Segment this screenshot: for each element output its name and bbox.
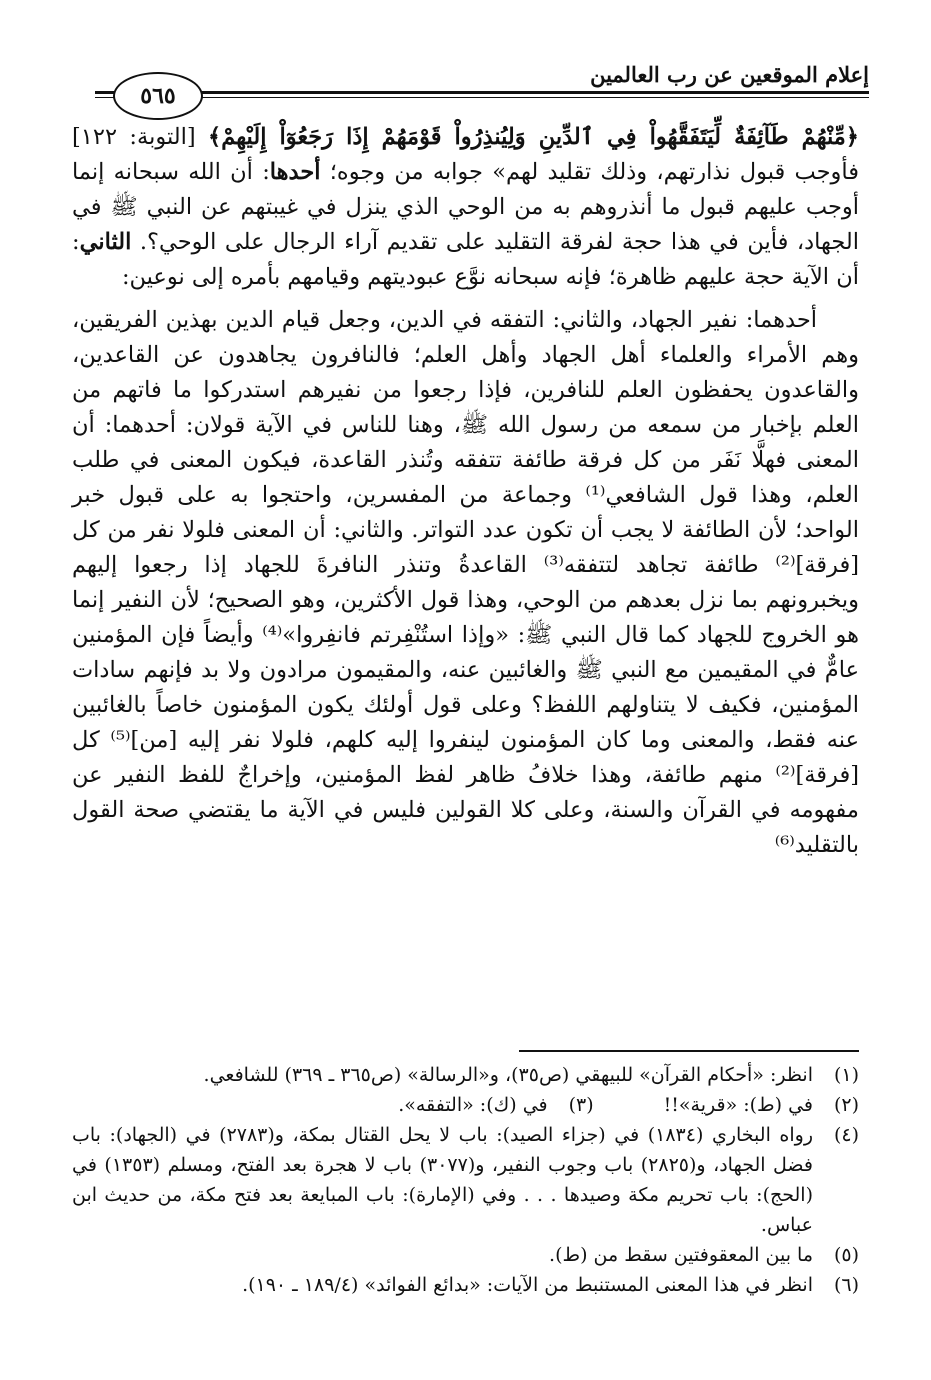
header-rule	[95, 91, 869, 94]
footnote-text: في (ك): «التفقه».	[398, 1094, 548, 1116]
footnote-text: رواه البخاري (١٨٣٤) في (جزاء الصيد): باب لا يحل القتال بمكة، و(٢٧٨٣) في (الجهاد): باب فضل الجهاد، و(٢٨٢٥) باب وجوب النفير، و(٣٠٧٧) باب لا هجرة بعد الفتح، ومسلم (١٣٥٣) في (الحج): باب تحريم مكة وصيدها . . . وفي (الإمارة): باب المبايعة بعد فتح مكة، من حديث ابن عباس.	[72, 1124, 813, 1236]
footnote-text: في (ط): «قرية»!!	[663, 1094, 813, 1116]
footnote	[72, 1270, 859, 1300]
keyword-thani: الثاني	[79, 229, 132, 255]
page-number-oval	[113, 72, 203, 120]
header-rule-thin	[95, 97, 869, 98]
paragraph-1	[72, 120, 859, 295]
footnote-text: انظر: «أحكام القرآن» للبيهقي (ص٣٥)، و«الرسالة» (ص٣٦٥ ـ ٣٦٩) للشافعي.	[203, 1064, 813, 1086]
footnote-text: انظر في هذا المعنى المستنبط من الآيات: «بدائع الفوائد» (١٨٩/٤ ـ ١٩٠).	[242, 1274, 813, 1296]
footnote	[72, 1060, 859, 1090]
footnote-number: (٤)	[833, 1124, 859, 1146]
paragraph-2: أحدهما: نفير الجهاد، والثاني: التفقه في الدين، وجعل قيام الدين بهذين الفريقين، وهم الأمراء والعلماء أهل الجهاد وأهل العلم؛ فالنافرون يجاهدون عن القاعدين، والقاعدون يحفظون العلم للنافرين، فإذا رجعوا من نفيرهم استدركوا ما فاتهم من العلم بإخبار من سمعه من رسول الله ﷺ، وهنا للناس في الآية قولان: أحدهما: أن المعنى فهلَّا نَفَر من كل فرقة طائفة تتفقه وتُنذر القاعدة، فيكون المعنى في طلب العلم، وهذا قول الشافعي⁽¹⁾ وجماعة من المفسرين، واحتجوا به على قبول خبر الواحد؛ لأن الطائفة لا يجب أن تكون عدد التواتر. والثاني: أن المعنى فلولا نفر من كل [فرقة]⁽²⁾ طائفة تجاهد لتتفقه⁽³⁾ القاعدةُ وتنذر النافرةَ للجهاد إذا رجعوا إليهم ويخبرونهم بما نزل بعدهم من الوحي، وهذا قول الأكثرين، وهو الصحيح؛ لأن النفير إنما هو الخروج للجهاد كما قال النبي ﷺ: «وإذا استُنْفِرتم فانفِروا»⁽⁴⁾ وأيضاً فإن المؤمنين عامٌّ في المقيمين مع النبي ﷺ والغائبين عنه، والمقيمون مرادون ولا بد فإنهم سادات المؤمنين، فكيف لا يتناولهم اللفظ؟ وعلى قول أولئك يكون المؤمنون خاصاً بالغائبين عنه فقط، والمعنى وما كان المؤمنون لينفروا إليه كلهم، فلولا نفر إليه [من]⁽⁵⁾ كل [فرقة]⁽²⁾ منهم طائفة، وهذا خلافُ ظاهر لفظ المؤمنين، وإخراجٌ للفظ النفير عن مفهومه في القرآن والسنة، وعلى كلا القولين فليس في الآية ما يقتضي صحة القول بالتقليد⁽⁶⁾	[72, 307, 860, 858]
keyword-ahaduha: أحدها	[269, 159, 321, 185]
footnote-number: (١)	[833, 1064, 859, 1086]
footnote	[72, 1240, 859, 1270]
paragraph-1-text-a: فأوجب قبول نذارتهم، وذلك تقليد لهم» جوابه من وجوه؛	[320, 159, 859, 185]
page-number: ٥٦٥	[140, 83, 176, 109]
footnote-row	[72, 1090, 859, 1120]
running-title: إعلام الموقعين عن رب العالمين	[590, 62, 869, 87]
footnote-text: ما بين المعقوفتين سقط من (ط).	[549, 1244, 813, 1266]
footnote-number: (٢)	[833, 1094, 859, 1116]
verse-reference: [التوبة: ١٢٢]	[72, 124, 209, 150]
footnote-number: (٣)	[568, 1094, 594, 1116]
footnote-number: (٥)	[833, 1244, 859, 1266]
paragraph-1-text-b: : أن الله سبحانه إنما أوجب عليهم قبول ما أنذروهم به من الوحي الذي ينزل في غيبتهم عن النبي ﷺ في الجهاد، فأين في هذا حجة لفرقة التقليد على تقديم آراء الرجال على الوحي؟.	[72, 159, 859, 255]
footnote	[398, 1090, 593, 1120]
footnote-number: (٦)	[833, 1274, 859, 1296]
main-text	[72, 120, 859, 863]
paragraph-1-text-c: : أن الآية حجة عليهم ظاهرة؛ فإنه سبحانه نوَّع عبوديتهم وقيامهم بأمره إلى نوعين:	[72, 229, 859, 290]
footnote	[664, 1090, 859, 1120]
footnotes	[72, 1060, 859, 1300]
footnote	[72, 1120, 859, 1240]
page-header	[95, 52, 869, 109]
footnote-separator	[519, 1050, 859, 1052]
quran-verse: ﴿مِّنْهُمْ طَآئِفَةٌ لِّيَتَفَقَّهُواْ فِي ٱلدِّينِ وَلِيُنذِرُواْ قَوْمَهُمْ إِذَا رَجَعُوٓاْ إِلَيْهِمْ﴾	[208, 124, 859, 150]
